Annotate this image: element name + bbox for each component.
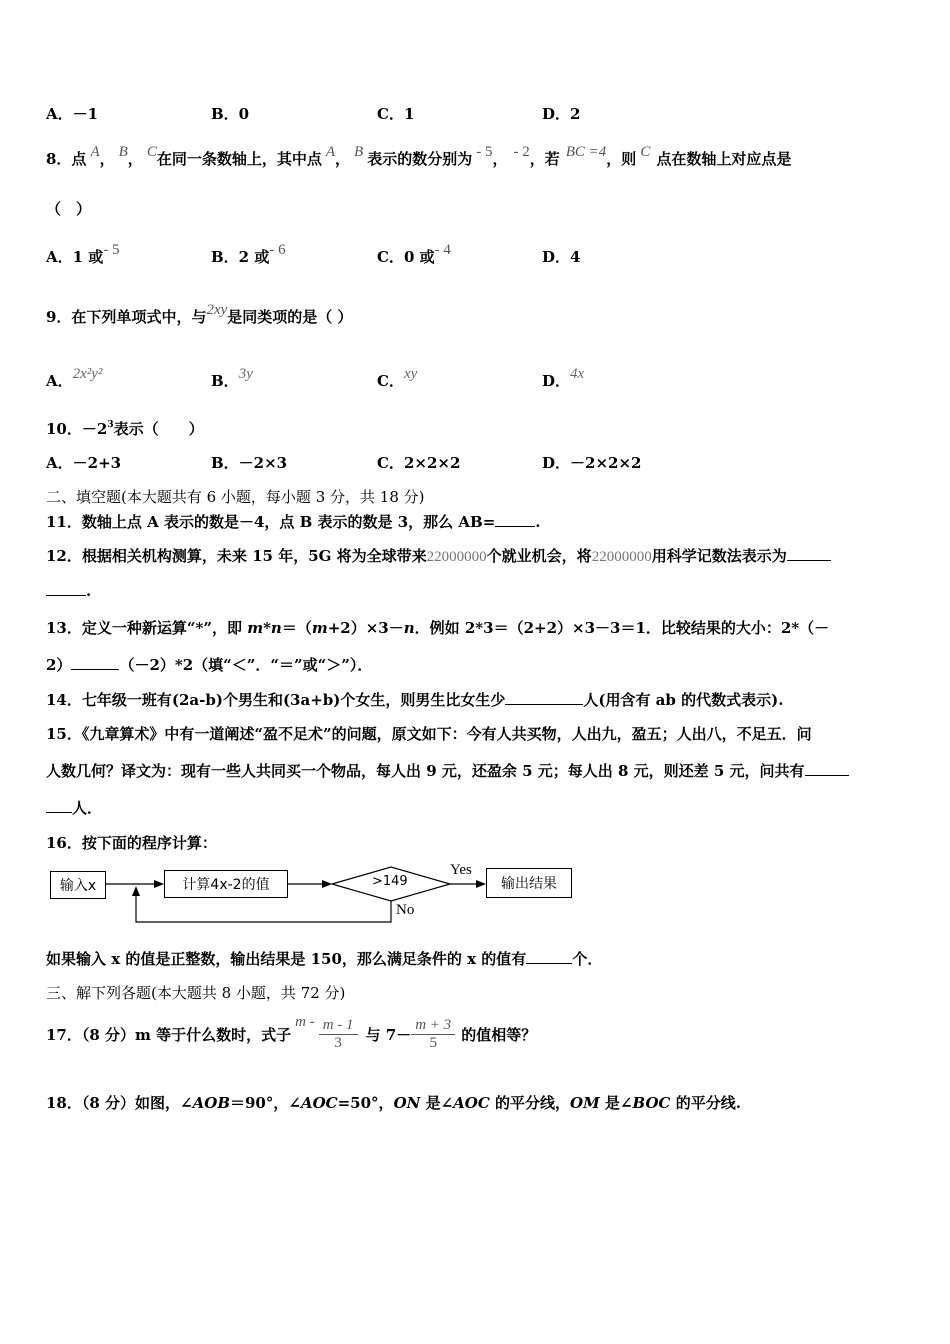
q8-paren: （ ）	[46, 200, 92, 218]
flowchart-yes-label: Yes	[450, 862, 472, 878]
q8-option-a: A．1 或- 5	[46, 242, 120, 266]
q10-option-b: B．－2×3	[211, 454, 288, 472]
q9-option-a: A．2x²y²	[46, 366, 103, 390]
q8-option-c: C．0 或- 4	[377, 242, 451, 266]
q14: 14．七年级一班有(2a-b)个男生和(3a+b)个女生，则男生比女生少 人(用含有 ab 的代数式表示).	[46, 691, 784, 709]
q13-line1: 13．定义一种新运算“*”，即 m*n＝（m+2）×3－n．例如 2*3＝（2+2）×3－3＝1．比较结果的大小：2*（－	[46, 619, 830, 637]
section-2-heading: 二、填空题(本大题共有 6 小题，每小题 3 分，共 18 分)	[46, 488, 425, 506]
flowchart-input-box: 输入x	[50, 871, 106, 899]
q7-option-b: B．0	[211, 105, 250, 123]
flowchart-no-label: No	[396, 902, 415, 918]
q12-line2: .	[46, 581, 91, 600]
q10-option-c: C．2×2×2	[377, 454, 461, 472]
q13-line2: 2） （－2）*2（填“＜”．“＝”或“＞”）．	[46, 656, 373, 674]
q15-line1: 15．《九章算术》中有一道阐述“盈不足术”的问题，原文如下：今有人共买物，人出九，盈五；人出八，不足五．问	[46, 725, 812, 743]
fraction-1: $\frac{m - 1}{3}$	[319, 1017, 358, 1052]
q7-option-d: D．2	[542, 105, 581, 123]
q16-flowchart	[48, 860, 578, 930]
q11: 11．数轴上点 A 表示的数是－4，点 B 表示的数是 3，那么 AB= .	[46, 513, 541, 531]
flowchart-output-box: 输出结果	[486, 868, 572, 898]
section-3-heading: 三、解下列各题(本大题共 8 小题，共 72 分)	[46, 984, 346, 1002]
q16-stem: 16．按下面的程序计算：	[46, 834, 217, 852]
q18: 18．（8 分）如图，∠AOB＝90°，∠AOC=50°，ON 是∠AOC 的平分线，OM 是∠BOC 的平分线.	[46, 1094, 741, 1112]
q9-option-d: D．4x	[542, 366, 585, 390]
q10-stem: 10．$-2^3$表示（ ）	[46, 420, 204, 438]
q10-option-a: A．－2+3	[46, 454, 122, 472]
q15-line3: 人．	[46, 797, 102, 818]
q12-line1: 12．根据相关机构测算，未来 15 年，5G 将为全球带来22000000个就业机会，将22000000用科学记数法表示为	[46, 545, 831, 566]
q9-option-c: C．xy	[377, 366, 418, 390]
q8-option-d: D．4	[542, 248, 581, 266]
q15-line2: 人数几何？译文为：现有一些人共同买一个物品，每人出 9 元，还盈余 5 元；每人出 8 元，则还差 5 元，问共有	[46, 760, 849, 781]
q9-stem: 9．在下列单项式中，与2xy是同类项的是（ ）	[46, 302, 353, 326]
q9-option-b: B．3y	[211, 366, 253, 390]
q8-stem: 8．点 A， B， C在同一条数轴上，其中点 A， B 表示的数分别为 - 5， - 2，若 BC =4，则 C 点在数轴上对应点是	[46, 144, 792, 168]
q8-option-b: B．2 或- 6	[211, 242, 286, 266]
q7-option-c: C．1	[377, 105, 415, 123]
q16-question: 如果输入 x 的值是正整数，输出结果是 150，那么满足条件的 x 的值有 个．	[46, 950, 603, 968]
q10-option-d: D．－2×2×2	[542, 454, 642, 472]
q7-option-a: A．－1	[46, 105, 99, 123]
fraction-2: $\frac{m + 3}{5}$	[411, 1017, 455, 1052]
flowchart-compute-box: 计算4x-2的值	[164, 870, 288, 898]
q17: 17．（8 分）m 等于什么数时，式子 m - $\frac{m - 1}{3}$ 与 7－ $\frac{m + 3}{5}$ 的值相等？	[46, 1013, 537, 1051]
flowchart-condition: >149	[372, 874, 408, 889]
